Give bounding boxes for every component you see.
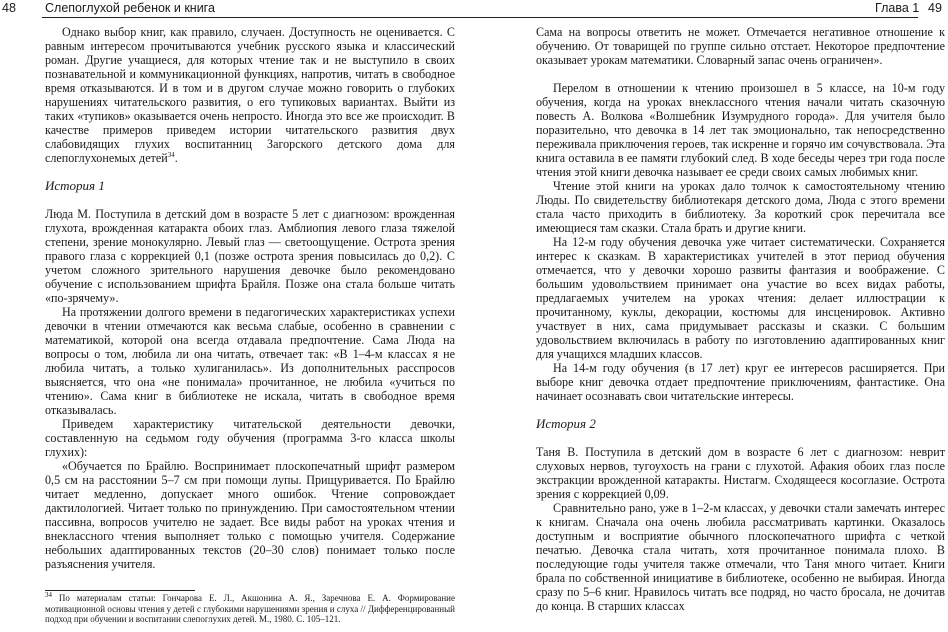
left-header: [0, 0, 474, 17]
left-running-title: Слепоглухой ребенок и книга: [45, 1, 215, 15]
right-header-rule: [474, 17, 918, 18]
right-header: [474, 0, 948, 17]
right-page: [474, 0, 948, 632]
left-para-5: «Обучается по Брайлю. Воспринимает плоскопечатный шрифт размером 0,5 см на расстоянии 5–7 см при помощи лупы. Прищуривается. По Брайлю читает медленно, допускает много ошибок. Чтение сопровождает дактилологией. Читает только по принуждению. При самостоятельном чтении пассивна, вопросов учителю не задает. Все виды работ на уроках чтения и внеклассного чтения выполняет только с помощью учителя. Содержание небольших адаптированных текстов (20–30 слов) понимает только после разъяснения учителя.: [45, 459, 455, 571]
left-header-rule: [42, 17, 474, 18]
right-running-title: Глава 1: [875, 1, 920, 15]
left-para-3: На протяжении долгого времени в педагогических характеристиках успехи девочки в чтении отмечаются как весьма слабые, особенно в сравнении с математикой, которой она всегда отдавала предпочтение. Сама Люда на вопросы о том, любила ли она читать, отвечает так: «В 1–4-м классах я не любила читать, а только хулиганилась». Из дополнительных расспросов выясняется, что она «не понимала» прочитанное, не любила «учиться по чтению». Сама книг в библиотеке не искала, читать в свободное время отказывалась.: [45, 305, 455, 417]
right-para-4: На 12-м году обучения девочка уже читает систематически. Сохраняется интерес к сказкам. В характеристиках учителей в этот период обучения отмечается, что у девочки хорошо развиты фантазия и воображение. С большим удовольствием принимает она участие во всех видах работы, предлагаемых учителем на уроках чтения: делает иллюстрации к прочитанному, куклы, декорации, костюмы для инсценировок. Активно участвует в них, сама придумывает рассказы и сказки. С большим удовольствием включилась в работу по изготовлению адаптированных книг для учащихся младших классов.: [536, 235, 945, 361]
footnote-rule: [45, 590, 195, 591]
left-para-2: Люда М. Поступила в детский дом в возрасте 5 лет с диагнозом: врожденная глухота, врожденная катаракта обоих глаз. Амблиопия левого глаза тяжелой степени, зрение монокулярно. Левый глаз — светоощущение. Острота зрения правого глаза с коррекцией 0,1 (позже острота зрения повысилась до 0,2). С учетом сложного зрительного нарушения девочке было рекомендовано обучение с использованием шрифта Брайля. Позже она стала больше читать «по-зрячему».: [45, 207, 455, 305]
right-para-2: Перелом в отношении к чтению произошел в 5 классе, на 10-м году обучения, когда на уроках внеклассного чтения начали читать сказочную повесть А. Волкова «Волшебник Изумрудного города». Для учителя было поразительно, что девочка в 14 лет так эмоционально, так непосредственно переживала приключения героев, так искренне и горячо им сочувствовала. Эта книга оставила в ее памяти глубокий след. В ходе беседы через три года после чтения этой книги девочка называет ее среди своих самых любимых книг.: [536, 81, 945, 179]
right-para-5: На 14-м году обучения (в 17 лет) круг ее интересов расширяется. При выборе книг девочка отдает предпочтение приключениям, фантастике. Она начинает осознавать свои читательские интересы.: [536, 361, 945, 403]
left-para-4: Приведем характеристику читательской деятельности девочки, составленную на седьмом году обучения (программа 3-го класса школы глухих):: [45, 417, 455, 459]
right-body-text: [536, 25, 945, 632]
right-para-7: Сравнительно рано, уже в 1–2-м классах, у девочки стали замечать интерес к книгам. Сначала она очень любила рассматривать картинки. Оказалось доступным и восприятие обычного плоскопечатного шрифта с четкой печатью. Девочка стала читать, хотя прочитанное понимала плохо. В последующие годы учителя также отмечали, что Таня много читает. Книги брала по собственной инициативе в библиотеке, особенно не выбирая. Иногда сразу по 5–6 книг. Нравилось читать все подряд, но часто бросала, не дочитав до конца. В старших классах: [536, 501, 945, 613]
left-para-1: Однако выбор книг, как правило, случаен. Доступность не оценивается. С равным интересом прочитываются учебник русского языка и классический роман. Другие учащиеся, для которых чтение так и не выступило в своих познавательной и коммуникационной функциях, напротив, читать в свободное время отказываются. И в том и в другом случае можно говорить о глубоких нарушениях читательского развития, о его тупиковых вариантах. Выйти из таких «тупиков» оказывается очень непросто. Иногда это все же происходит. В качестве примеров приведем истории читательского развития двух слабовидящих глухих воспитанниц Загорского детского дома для слепоглухонемых детей$^{34}$.: [45, 25, 455, 165]
history-2-heading: История 2: [536, 416, 596, 431]
right-para-3: Чтение этой книги на уроках дало толчок к самостоятельному чтению Люды. По свидетельству библиотекаря детского дома, Люда с этого времени стала часто приходить в библиотеку. За короткий срок перечитала все имеющиеся там сказки. Стала брать и другие книги.: [536, 179, 945, 235]
footnote-reference: 34: [167, 150, 175, 159]
footnote: [45, 593, 455, 625]
right-para-1: Сама на вопросы ответить не может. Отмечается негативное отношение к обучению. От товарищей по группе сильно отстает. Некоторое предпочтение оказывает урокам математики. Словарный запас очень ограничен».: [536, 25, 945, 67]
right-para-6: Таня В. Поступила в детский дом в возрасте 6 лет с диагнозом: неврит слуховых нервов, тугоухость на грани с глухотой. Афакия обоих глаз после экстракции врожденной катаракты. Нистагм. Сходящееся косоглазие. Острота зрения с коррекцией 0,09.: [536, 445, 945, 501]
history-1-heading: История 1: [45, 178, 105, 193]
left-body-text: [45, 25, 455, 585]
footnote-number: 34: [45, 591, 52, 599]
left-page-number: 48: [2, 1, 16, 15]
footnote-text: По материалам статьи: Гончарова Е. Л., Акшонина А. Я., Заречнова Е. А. Формирование мотивационной основы чтения у детей с глубокими нарушениями зрения и слуха // Дифференцированный подход при обучении и воспитании слепоглухих детей. М., 1980. С. 105–121.: [45, 593, 455, 624]
right-page-number: 49: [928, 1, 942, 15]
